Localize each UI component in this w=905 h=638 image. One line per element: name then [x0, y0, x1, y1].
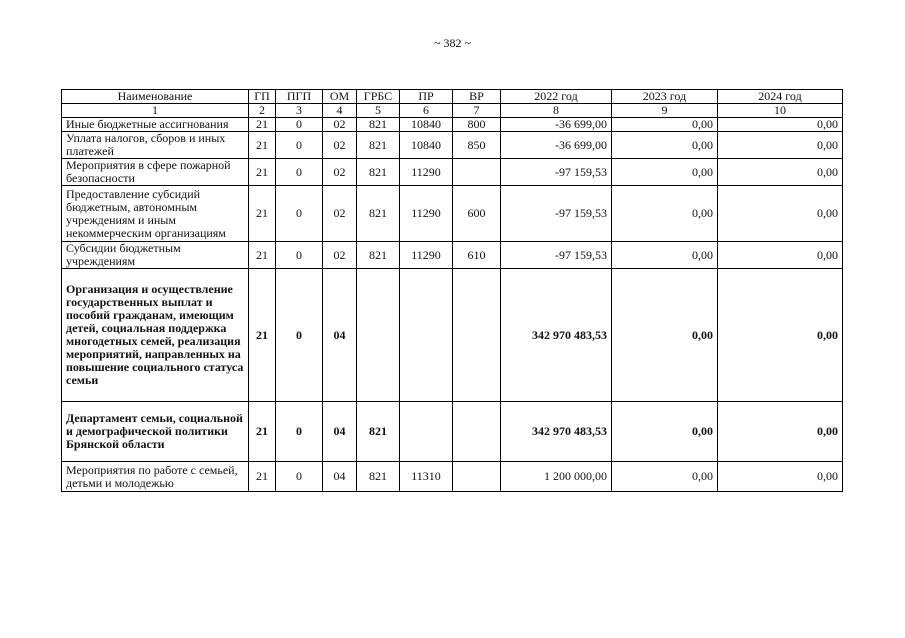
cell-name: Мероприятия в сфере пожарной безопасности: [62, 159, 249, 186]
cell-y2022: 1 200 000,00: [501, 462, 612, 492]
cell-om: 02: [323, 186, 357, 242]
table-row: [62, 132, 843, 159]
cell-vr: 800: [453, 118, 501, 132]
cell-vr: 600: [453, 186, 501, 242]
cell-vr: 850: [453, 132, 501, 159]
cell-name: Организация и осуществление государственных выплат и пособий гражданам, имеющим детей, социальная поддержка многодетных семей, реализация мероприятий, направленных на повышение социального статуса семьи: [62, 269, 249, 402]
header-grbs: ГРБС: [357, 90, 400, 104]
column-number: 6: [400, 104, 453, 118]
cell-pgp: 0: [276, 132, 323, 159]
cell-gp: 21: [249, 186, 276, 242]
cell-pr: 11290: [400, 159, 453, 186]
cell-y2024: 0,00: [718, 159, 843, 186]
cell-pgp: 0: [276, 118, 323, 132]
cell-y2022: -97 159,53: [501, 159, 612, 186]
header-row: [62, 90, 843, 104]
column-number: 10: [718, 104, 843, 118]
cell-y2024: 0,00: [718, 402, 843, 462]
cell-gp: 21: [249, 462, 276, 492]
cell-grbs: 821: [357, 402, 400, 462]
cell-vr: [453, 159, 501, 186]
header-gp: ГП: [249, 90, 276, 104]
column-number: 7: [453, 104, 501, 118]
column-number: 2: [249, 104, 276, 118]
cell-y2023: 0,00: [612, 118, 718, 132]
header-name: Наименование: [62, 90, 249, 104]
cell-y2023: 0,00: [612, 159, 718, 186]
cell-y2023: 0,00: [612, 462, 718, 492]
cell-vr: [453, 269, 501, 402]
cell-y2023: 0,00: [612, 132, 718, 159]
cell-y2022: -97 159,53: [501, 242, 612, 269]
cell-om: 04: [323, 462, 357, 492]
cell-gp: 21: [249, 242, 276, 269]
cell-name: Департамент семьи, социальной и демографической политики Брянской области: [62, 402, 249, 462]
cell-gp: 21: [249, 269, 276, 402]
column-number: 4: [323, 104, 357, 118]
cell-pgp: 0: [276, 269, 323, 402]
cell-y2023: 0,00: [612, 186, 718, 242]
cell-grbs: [357, 269, 400, 402]
cell-y2024: 0,00: [718, 269, 843, 402]
cell-pgp: 0: [276, 186, 323, 242]
cell-pr: 11290: [400, 186, 453, 242]
cell-pr: 10840: [400, 132, 453, 159]
cell-name: Мероприятия по работе с семьей, детьми и молодежью: [62, 462, 249, 492]
cell-vr: [453, 462, 501, 492]
cell-om: 02: [323, 132, 357, 159]
table-row: [62, 159, 843, 186]
cell-gp: 21: [249, 402, 276, 462]
cell-gp: 21: [249, 159, 276, 186]
cell-y2022: 342 970 483,53: [501, 402, 612, 462]
cell-gp: 21: [249, 118, 276, 132]
column-number: 3: [276, 104, 323, 118]
column-number: 5: [357, 104, 400, 118]
cell-grbs: 821: [357, 186, 400, 242]
cell-om: 02: [323, 118, 357, 132]
cell-pr: 10840: [400, 118, 453, 132]
column-number: 1: [62, 104, 249, 118]
cell-om: 02: [323, 159, 357, 186]
cell-y2024: 0,00: [718, 186, 843, 242]
cell-om: 04: [323, 269, 357, 402]
column-number: 9: [612, 104, 718, 118]
cell-grbs: 821: [357, 159, 400, 186]
cell-grbs: 821: [357, 132, 400, 159]
cell-pgp: 0: [276, 159, 323, 186]
cell-pr: [400, 402, 453, 462]
table-row: [62, 242, 843, 269]
table-row: [62, 186, 843, 242]
cell-om: 02: [323, 242, 357, 269]
table-row: [62, 402, 843, 462]
cell-y2023: 0,00: [612, 242, 718, 269]
cell-y2022: -97 159,53: [501, 186, 612, 242]
column-number-row: [62, 104, 843, 118]
cell-gp: 21: [249, 132, 276, 159]
cell-y2022: -36 699,00: [501, 118, 612, 132]
header-2022: 2022 год: [501, 90, 612, 104]
page-number: ~ 382 ~: [434, 36, 471, 50]
cell-vr: [453, 402, 501, 462]
cell-y2023: 0,00: [612, 402, 718, 462]
budget-table: [61, 89, 843, 492]
cell-vr: 610: [453, 242, 501, 269]
cell-y2024: 0,00: [718, 132, 843, 159]
table-row: [62, 462, 843, 492]
cell-y2022: 342 970 483,53: [501, 269, 612, 402]
header-2023: 2023 год: [612, 90, 718, 104]
cell-name: Уплата налогов, сборов и иных платежей: [62, 132, 249, 159]
column-number: 8: [501, 104, 612, 118]
cell-pgp: 0: [276, 462, 323, 492]
cell-grbs: 821: [357, 118, 400, 132]
cell-y2024: 0,00: [718, 242, 843, 269]
table-row: [62, 269, 843, 402]
header-om: ОМ: [323, 90, 357, 104]
cell-y2024: 0,00: [718, 118, 843, 132]
cell-name: Предоставление субсидий бюджетным, автономным учреждениям и иным некоммерческим организациям: [62, 186, 249, 242]
cell-pr: 11310: [400, 462, 453, 492]
cell-name: Иные бюджетные ассигнования: [62, 118, 249, 132]
table-body: [62, 118, 843, 492]
cell-grbs: 821: [357, 242, 400, 269]
header-vr: ВР: [453, 90, 501, 104]
cell-y2023: 0,00: [612, 269, 718, 402]
cell-pgp: 0: [276, 402, 323, 462]
table-row: [62, 118, 843, 132]
cell-y2022: -36 699,00: [501, 132, 612, 159]
cell-pgp: 0: [276, 242, 323, 269]
cell-pr: [400, 269, 453, 402]
cell-y2024: 0,00: [718, 462, 843, 492]
cell-om: 04: [323, 402, 357, 462]
cell-grbs: 821: [357, 462, 400, 492]
cell-name: Субсидии бюджетным учреждениям: [62, 242, 249, 269]
header-pr: ПР: [400, 90, 453, 104]
header-2024: 2024 год: [718, 90, 843, 104]
header-pgp: ПГП: [276, 90, 323, 104]
cell-pr: 11290: [400, 242, 453, 269]
